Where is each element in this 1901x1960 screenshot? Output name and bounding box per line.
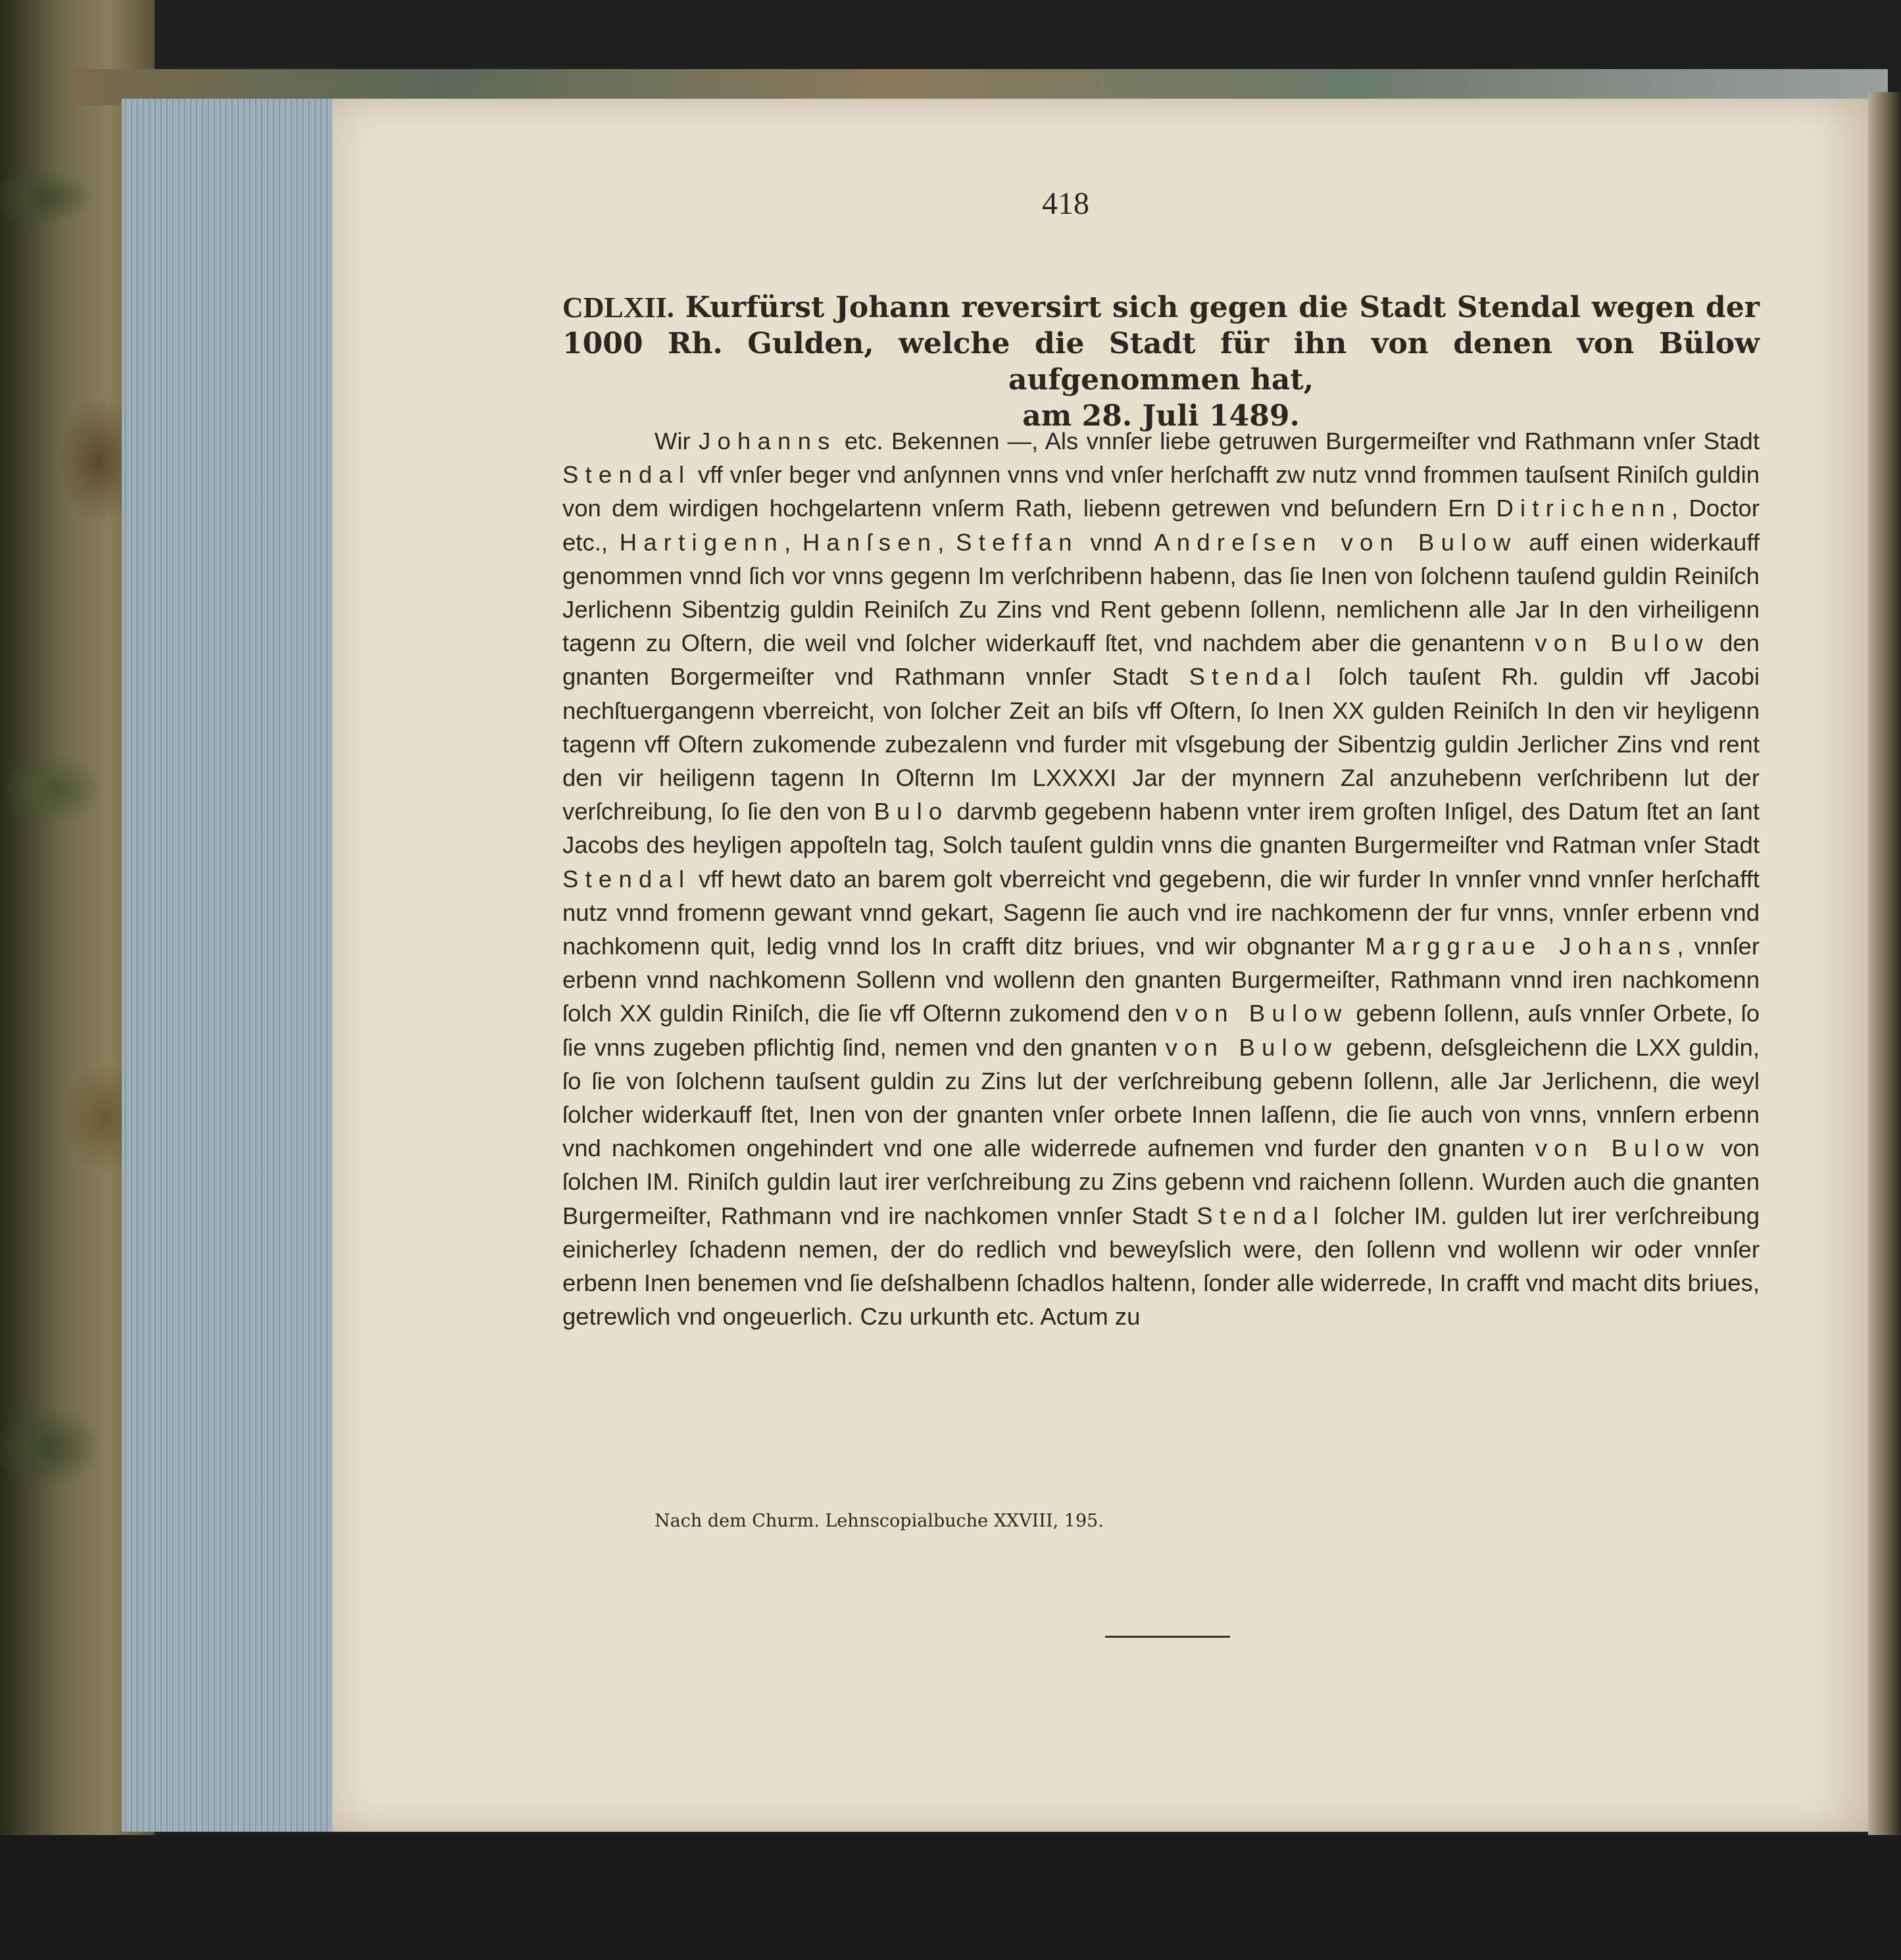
body-name: Andreſsen von Bulow xyxy=(1154,528,1518,556)
body-segment: vff vnſer beger vnd anſynnen vnns vnd vnſer herſchafft zw nutz vnnd frommen tauſsent Riniſch guldin von dem wirdigen hochgelartenn vnſerm Rath, liebenn getrewen vnd beſundern Ern xyxy=(562,461,1760,522)
body-segment: ſolcher IM. gulden lut irer verſchreibung einicherley ſchadenn nemen, der do redlich vnd beweyſslich were, den ſollenn vnd wollenn wir oder vnnſer erbenn Inen benemen vnd ſie deſshalbenn ſchadlos haltenn, ſonder alle widerrede, In crafft vnd macht dits briues, getrewlich vnd ongeuerlich. Czu urkunth etc. Actum zu xyxy=(562,1202,1760,1331)
document-title-text: Kurfürst Johann reversirt sich gegen die Stadt Stendal wegen der 1000 Rh. Gulden, welche die Stadt für ihn von denen von Bülow aufgenommen hat, xyxy=(562,291,1760,397)
body-name: Ditrichenn xyxy=(1496,495,1671,522)
body-segment: , vnnſer erbenn vnnd nachkomenn Sollenn vnd wollenn den gnanten Burgermeiſter, Rathmann vnnd iren nachkomenn ſolch XX guldin Riniſch, die ſie vff Oſternn zukomend den xyxy=(562,933,1760,1027)
closing-rule xyxy=(1105,1636,1230,1638)
body-name: Stendal xyxy=(562,865,691,893)
body-segment: etc. Bekennen —, Als vnnſer liebe getruwen Burgermeiſter vnd Rathmann vnſer Stadt xyxy=(836,428,1760,454)
body-name: Marggraue Johans xyxy=(1365,933,1677,960)
page-number: 418 xyxy=(1042,186,1089,221)
body-segment: , xyxy=(783,528,802,556)
page-gutter-right xyxy=(1868,92,1901,1842)
source-citation: Nach dem Churm. Lehnscopialbuche XXVIII, 195. xyxy=(654,1511,1104,1531)
body-name: von Bulow xyxy=(1165,1033,1339,1061)
document-body xyxy=(562,424,1760,1333)
body-segment: vnnd xyxy=(1078,528,1154,556)
document-title xyxy=(562,289,1760,434)
body-segment: vff hewt dato an barem golt vberreicht vnd gegebenn, die wir furder In vnnſer vnnd vnnſer herſchafft nutz vnnd fromenn gewant vnnd gekart, Sagenn ſie auch vnd ire nachkomenn der fur vnns, vnnſer erbenn vnd nachkomenn quit, ledig vnnd los In crafft ditz briues, vnd wir obgnanter xyxy=(562,865,1760,960)
body-name: Steffan xyxy=(956,528,1079,556)
body-segment: , Doctor etc., xyxy=(562,495,1760,556)
body-name: Hanſsen xyxy=(802,528,938,556)
body-name: Stendal xyxy=(1197,1202,1325,1229)
body-name: Hartigenn xyxy=(619,528,784,556)
body-segment: gebenn, deſsgleichenn die LXX guldin, ſo ſie von ſolchenn tauſsent guldin zu Zins lut der verſchreibung gebenn ſollenn, alle Jar Jerlichenn, die weyl ſolcher widerkauff ſtet, Inen von der gnanten vnſer orbete Innen laſſenn, die ſie auch von vnns, vnnſern erbenn vnd nachkomen ongehindert vnd one alle widerrede aufnemen vnd furder den gnanten xyxy=(562,1033,1760,1162)
body-name: Bulo xyxy=(874,798,949,825)
document-date: am 28. Juli 1489. xyxy=(1022,399,1300,433)
body-segment: Wir xyxy=(654,428,699,454)
body-segment: , xyxy=(937,528,956,556)
body-name: von Bulow xyxy=(1175,1000,1348,1027)
page-stack-edge xyxy=(122,99,333,1832)
body-segment: darvmb gegebenn habenn vnter irem groſten Inſigel, des Datum ſtet an ſant Jacobs des heyligen appoſteln tag, Solch tauſent guldin vnns die gnanten Burgermeiſter vnd Ratman vnſer Stadt xyxy=(562,798,1760,859)
body-name: Stendal xyxy=(1189,663,1318,691)
body-name: von Bulow xyxy=(1535,629,1710,657)
document-number: CDLXII. xyxy=(562,291,674,324)
background-band xyxy=(0,1835,1901,1960)
book-page xyxy=(332,99,1871,1832)
body-segment: ſolch tauſent Rh. guldin vff Jacobi nechſtuergangenn vberreicht, von ſolcher Zeit an biſs vff Oſtern, ſo Inen XX gulden Reiniſch In den vir heyligenn tagenn vff Oſtern zukomende zubezalenn vnd furder mit vſsgebung der Sibentzig guldin Jerlicher Zins vnd rent den vir heiligenn tagenn In Oſternn Im LXXXXI Jar der mynnern Zal anzuhebenn verſchribenn lut der verſchreibung, ſo ſie den von xyxy=(562,663,1760,825)
body-segment: von ſolchen IM. Riniſch guldin laut irer verſchreibung zu Zins gebenn vnd raichenn ſollenn. Wurden auch die gnanten Burgermeiſter, Rathmann vnd ire nachkomen vnnſer Stadt xyxy=(562,1135,1760,1229)
body-name: Johanns xyxy=(699,428,837,454)
body-segment: gebenn ſollenn, auſs vnnſer Orbete, ſo ſie vnns zugeben pflichtig ſind, nemen vnd den gnanten xyxy=(562,1000,1760,1061)
body-segment: den gnanten Borgermeiſter vnd Rathmann vnnſer Stadt xyxy=(562,629,1760,691)
body-name: Stendal xyxy=(562,461,691,489)
body-name: von Bulow xyxy=(1535,1135,1711,1162)
body-segment: auff einen widerkauff genommen vnnd ſich vor vnns gegenn Im verſchribenn habenn, das ſie Inen von ſolchenn tauſend guldin Reiniſch Jerlichenn Sibentzig guldin Reiniſch Zu Zins vnd Rent gebenn ſollenn, nemlichenn alle Jar In den virheiligenn tagenn zu Oſtern, die weil vnd ſolcher widerkauff ſtet, vnd nachdem aber die genantenn xyxy=(562,528,1760,657)
